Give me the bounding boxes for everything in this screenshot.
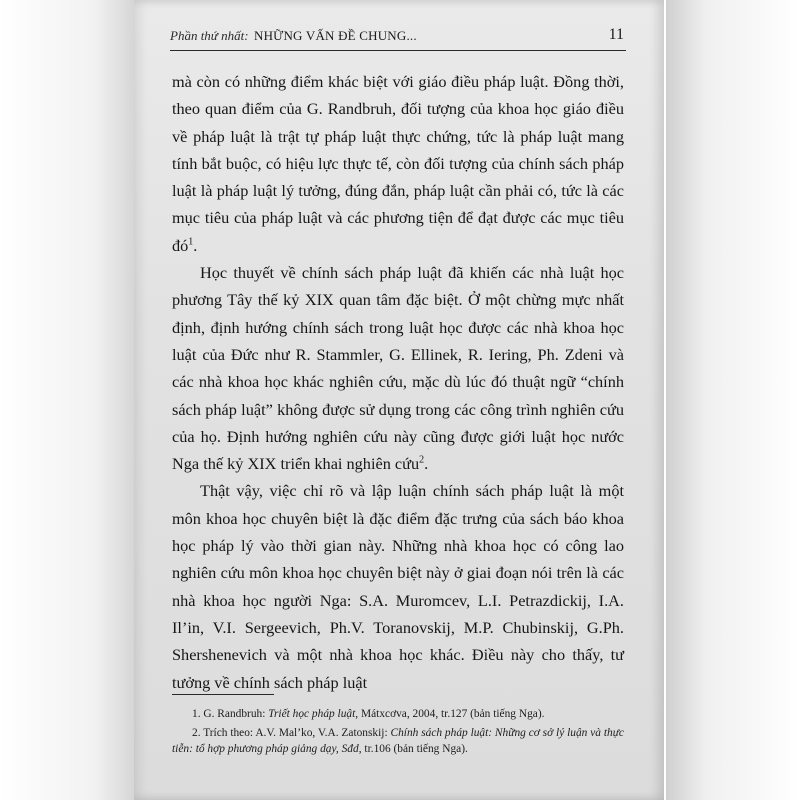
running-header (170, 26, 626, 51)
paragraph-2: Học thuyết về chính sách pháp luật đã khiến các nhà luật học phương Tây thế kỷ XIX quan tâm đặc biệt. Ở một chừng mực nhất định, định hướng chính sách trong luật học được các nhà khoa học luật của Đức như R. Stammler, G. Ellinek, R. Iering, Ph. Zdeni và các nhà khoa học khác nghiên cứu, mặc dù lúc đó thuật ngữ “chính sách pháp luật” không được sử dụng trong các công trình nghiên cứu của họ. Định hướng nghiên cứu này cũng được giới luật học nước Nga thế kỷ XIX triển khai nghiên cứu$^2$. (172, 263, 624, 474)
footnote-separator (172, 694, 274, 695)
background-left (0, 0, 134, 800)
footnote-2 (172, 725, 624, 758)
footnote-1-title: Triết học pháp luật (268, 708, 356, 720)
background-right (666, 0, 800, 800)
footnote-ref-1: 1 (188, 236, 194, 248)
footnotes (172, 706, 624, 760)
footnote-1-tail: , Mátxcơva, 2004, tr.127 (bản tiếng Nga). (355, 708, 545, 720)
paragraph-1: mà còn có những điểm khác biệt với giáo điều pháp luật. Đồng thời, theo quan điểm của G. Randbruh, đối tượng của khoa học giáo điều về pháp luật là trật tự pháp luật thực chứng, tức là pháp luật mang tính bắt buộc, có hiệu lực thực tế, còn đối tượng của chính sách pháp luật là pháp luật lý tưởng, đúng đắn, pháp luật cần phải có, tức là các mục tiêu của pháp luật và các phương tiện để đạt được các mục tiêu $đó^1$. (172, 72, 624, 255)
paragraph-2-text: Học thuyết về chính sách pháp luật đã khiến các nhà luật học phương Tây thế kỷ XIX quan tâm đặc biệt. Ở một chừng mực nhất định, định hướng chính sách trong luật học được các nhà khoa học luật của Đức như R. Stammler, G. Ellinek, R. Iering, Ph. Zdeni và các nhà khoa học khác nghiên cứu, mặc dù lúc đó thuật ngữ “chính sách pháp luật” không được sử dụng trong các công trình nghiên cứu của họ. Định hướng nghiên cứu này cũng được giới luật học nước Nga thế kỷ XIX triển khai nghiên cứu (172, 263, 624, 474)
footnote-2-title: Chính sách pháp luật: Những cơ sở lý luận và thực tiễn: tổ hợp phương pháp giảng dạy, Sđd (172, 726, 624, 755)
body-text (172, 68, 624, 696)
paragraph-1-text: mà còn có những điểm khác biệt với giáo điều pháp luật. Đồng thời, theo quan điểm của G. Randbruh, đối tượng của khoa học giáo điều về pháp luật là trật tự pháp luật thực chứng, tức là pháp luật mang tính bắt buộc, có hiệu lực thực tế, còn đối tượng của chính sách pháp luật là pháp luật lý tưởng, đúng đắn, pháp luật cần phải có, tức là các mục tiêu của pháp luật và các phương tiện để đạt được các mục tiêu đó (172, 72, 624, 255)
page-number: 11 (608, 26, 624, 43)
header-chapter-title: NHỮNG VẤN ĐỀ CHUNG... (254, 28, 417, 43)
paragraph-3-text: Thật vậy, việc chỉ rõ và lập luận chính sách pháp luật là một môn khoa học chuyên biệt là đặc điểm đặc trưng của sách báo khoa học pháp lý vào thời gian này. Những nhà khoa học có công lao nghiên cứu môn khoa học chuyên biệt này ở giai đoạn nói trên là các nhà khoa học người Nga: S.A. Muromcev, L.I. Petrazdickij, I.A. Il’in, V.I. Sergeevich, Ph.V. Toranovskij, M.P. Chubinskij, G.Ph. Shershenevich và một nhà khoa học khác. Điều này cho thấy, tư tưởng về chính sách pháp luật (172, 481, 624, 692)
paragraph-3 (172, 477, 624, 695)
footnote-1-lead: 1. G. Randbruh: (192, 708, 266, 720)
footnote-2-tail: , tr.106 (bản tiếng Nga). (358, 743, 468, 755)
footnote-ref-2: 2 (419, 454, 425, 466)
header-part-label: Phần thứ nhất: (170, 28, 249, 43)
footnote-1 (172, 706, 624, 723)
footnote-2-lead: 2. Trích theo: A.V. Mal’ko, V.A. Zatonskij: (192, 726, 388, 739)
book-page (134, 0, 664, 800)
